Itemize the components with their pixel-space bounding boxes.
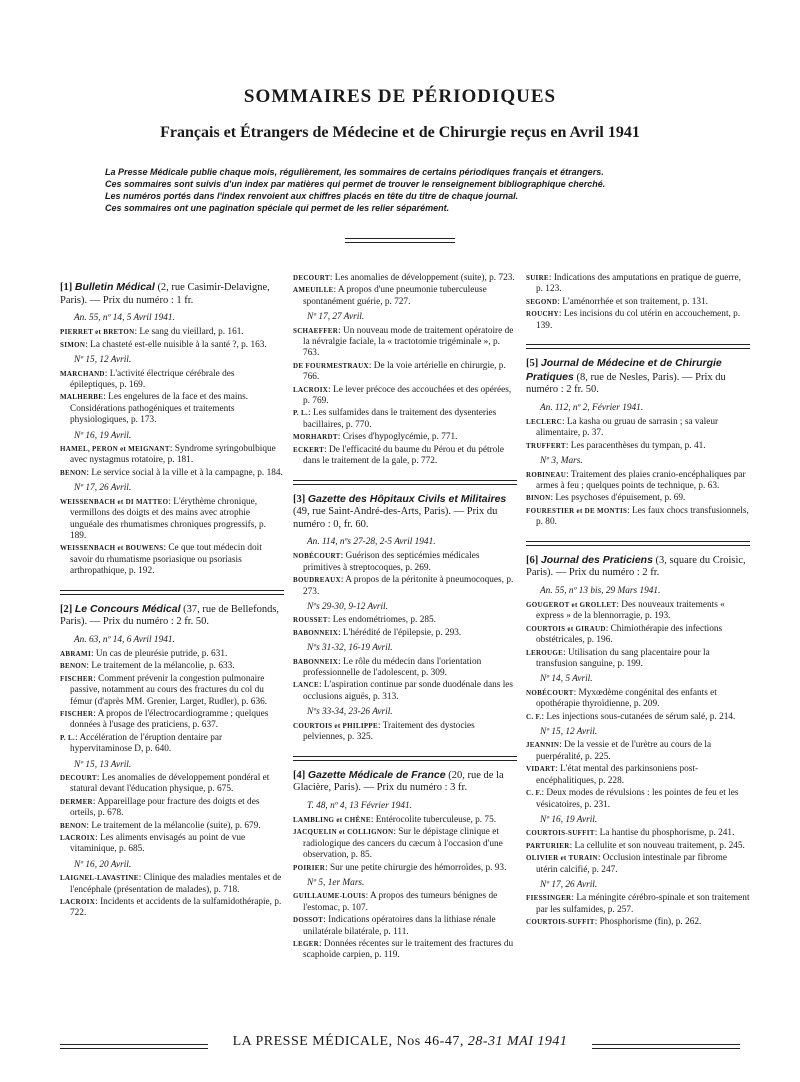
article-entry (60, 821, 284, 832)
article-title: : Indications opératoires dans la lithiase rénale unilatérale bilatérale, p. 111. (303, 915, 496, 937)
article-author: P. L. (293, 409, 309, 418)
journal-number: [5] (526, 358, 539, 370)
article-title: : A propos des tumeurs bénignes de l'estomac, p. 107. (303, 891, 498, 913)
article-entry (60, 468, 284, 479)
article-title: : Données récentes sur le traitement des fractures du scaphoïde carpien, p. 119. (303, 938, 514, 961)
article-author: BABONNEIX (293, 657, 339, 666)
article-entry (526, 841, 750, 852)
article-entry (293, 273, 517, 284)
article-entry (60, 649, 284, 660)
article-author: COURTOIS et GIRAUD (526, 624, 606, 633)
article-entry (60, 392, 284, 426)
article-author: ABRAMI (60, 649, 91, 658)
article-author: C. F. (526, 789, 542, 798)
article-entry (293, 285, 517, 308)
article-author: ECKERT (293, 445, 325, 454)
article-title: : Des nouveaux traitements « express » de la blennorragie, p. 193. (536, 600, 725, 622)
article-title: : L'érythème chronique, vermillons des doigts et des mains avec atrophie unguéale des rhumatismes chroniques progressifs, p. 189. (70, 496, 266, 541)
article-entry (293, 863, 517, 874)
section-divider (293, 756, 517, 761)
journal-heading (526, 357, 750, 397)
article-title: : Utilisation du sang placentaire pour la transfusion sanguine, p. 199. (536, 647, 710, 670)
article-entry (60, 797, 284, 820)
article-author: COURTOIS-SUFFIT (526, 918, 595, 927)
article-entry (60, 497, 284, 543)
article-title: : Guérison des septicémies médicales primitives à streptocoques, p. 269. (303, 551, 480, 573)
article-title: : Deux modes de révulsions : les pointes de feu et les vésicatoires, p. 231. (536, 788, 739, 810)
article-author: LACROIX (293, 385, 329, 394)
article-title: : A propos de la péritonite à pneumocoques, p. 273. (303, 575, 514, 597)
issue-heading: Nºs 29-30, 9-12 Avril. (307, 602, 388, 613)
article-title: : L'activité électrique cérébrale des épileptiques, p. 169. (70, 368, 235, 391)
intro-line: La Presse Médicale publie chaque mois, régulièrement, les sommaires de certains périodiques français et étrangers. (105, 167, 604, 177)
article-entry (60, 674, 284, 708)
section-divider (293, 480, 517, 485)
article-author: COURTOIS-SUFFIT (526, 829, 595, 838)
article-entry (60, 733, 284, 756)
article-entry (526, 506, 750, 529)
article-author: FISCHER (60, 709, 94, 718)
article-entry (526, 688, 750, 711)
article-title: : Le lever précoce des accouchées et des opérées, p. 769. (303, 384, 512, 407)
article-title: : Les endométriomes, p. 285. (327, 615, 436, 626)
article-entry (526, 764, 750, 787)
issue-heading: Nº 3, Mars. (540, 456, 583, 467)
article-author: OLIVIER et TURAIN (526, 854, 598, 863)
journal-details: (20, rue de la Glacière, Paris). — Prix du numéro : 3 fr. (293, 769, 504, 793)
journal-name: Gazette des Hôpitaux Civils et Militaires (307, 492, 507, 505)
article-entry (526, 493, 750, 504)
article-author: LECLERC (526, 417, 562, 426)
article-author: DOSSOT (293, 916, 324, 925)
article-title: : Chimiothérapie des infections obstétricales, p. 196. (536, 623, 723, 646)
article-author: DECOURT (293, 274, 330, 282)
article-author: LEGER (293, 939, 320, 948)
article-title: : Myxœdème congénital des enfants et opothérapie thyroïdienne, p. 209. (536, 687, 717, 710)
article-author: ROBINEAU (526, 470, 567, 479)
issue-heading: An. 55, nº 14, 5 Avril 1941. (74, 313, 175, 323)
article-entry (526, 273, 750, 296)
article-author: SIMON (60, 340, 86, 349)
article-entry (526, 712, 750, 723)
issue-heading: T. 48, nº 4, 13 Février 1941. (307, 800, 412, 811)
issue-heading: Nº 15, 13 Avril. (74, 759, 132, 770)
article-title: : La hantise du phosphorisme, p. 241. (594, 828, 735, 839)
issue-heading: Nºs 33-34, 23-26 Avril. (307, 707, 393, 718)
article-title: : Les anomalies de développement (suite), p. 723. (329, 273, 515, 283)
article-entry (293, 615, 517, 626)
article-title: : Phosphorisme (fin), p. 262. (594, 917, 702, 928)
article-entry (293, 939, 517, 962)
article-title: : L'aménorrhée et son traitement, p. 131. (557, 296, 709, 307)
article-entry (293, 361, 517, 384)
article-author: MORHARDT (293, 433, 338, 442)
article-entry (293, 326, 517, 360)
article-title: : Ce que tout médecin doit savoir du rhumatisme psoriasique ou psoriasis arthropathique, p. 192. (70, 543, 262, 577)
article-title: : Les sulfamides dans le traitement des dysenteries bacillaires, p. 770. (303, 408, 497, 430)
article-entry (526, 740, 750, 763)
article-author: BABONNEIX (293, 628, 339, 637)
issue-heading: Nº 16, 20 Avril. (74, 859, 132, 870)
article-title: : Le rôle du médecin dans l'orientation professionnelle de l'adolescent, p. 309. (303, 656, 482, 679)
article-author: SUIRE (526, 274, 549, 282)
article-author: BENON (60, 468, 87, 477)
article-title: : Les engelures de la face et des mains. Considérations pathogéniques et traitements physiologiques, p. 173. (70, 392, 249, 426)
article-author: LACROIX (60, 834, 96, 843)
footer-numbers: Nos 46-47, (396, 1034, 464, 1049)
article-author: BENON (60, 662, 87, 671)
column-left (60, 273, 284, 921)
header-divider (345, 238, 455, 243)
article-title: : De la vessie et de l'urètre au cours de la puerpéralité, p. 225. (536, 740, 712, 762)
page-subtitle: Français et Étrangers de Médecine et de Chirurgie reçus en Avril 1941 (160, 124, 640, 141)
article-entry (526, 893, 750, 916)
article-entry (293, 827, 517, 861)
article-author: COURTOIS et PHILIPPE (293, 721, 378, 730)
issue-heading: Nº 15, 12 Avril. (74, 355, 132, 366)
intro-line: Ces sommaires sont suivis d'un index par matières qui permet de trouver le renseignement bibliographique cherché. (105, 179, 606, 189)
issue-heading: Nºs 31-32, 16-19 Avril. (307, 643, 393, 654)
article-author: LANCE (293, 681, 320, 690)
article-entry (293, 408, 517, 431)
journal-details: (2, rue Casimir-Delavigne, Paris). — Prix du numéro : 1 fr. (60, 282, 270, 306)
article-author: JEANNIN (526, 741, 560, 750)
article-entry (60, 340, 284, 351)
article-title: : A propos de l'électrocardiogramme ; quelques données à l'usage des praticiens, p. 637. (70, 708, 269, 731)
journal-heading (293, 769, 517, 795)
article-author: GUILLAUME-LOUIS (293, 892, 366, 901)
article-title: : Occlusion intestinale par fibrome utérin calcifié, p. 247. (536, 853, 727, 875)
journal-details: (37, rue de Bellefonds, Paris). — Prix du numéro : 2 fr. 50. (60, 603, 280, 628)
article-title: : La méningite cérébro-spinale et son traitement par les sulfamides, p. 257. (536, 893, 750, 915)
article-title: : L'aspiration continue par sonde duodénale dans les occlusions aiguës, p. 313. (303, 680, 514, 702)
article-author: C. F. (526, 712, 542, 721)
article-entry (526, 624, 750, 647)
journal-heading (293, 493, 517, 532)
footer-date: 28-31 MAI 1941 (467, 1034, 568, 1049)
article-author: FIESSINGER (526, 894, 572, 903)
article-entry (526, 648, 750, 671)
article-author: SCHAEFFER (293, 326, 339, 335)
article-title: : Le traitement de la mélancolie, p. 633. (86, 661, 235, 672)
article-title: : Un cas de pleurésie putride, p. 631. (90, 648, 228, 659)
article-title: : L'état mental des parkinsoniens post-encéphalitiques, p. 228. (536, 764, 699, 786)
article-author: AMEUILLE (293, 286, 334, 295)
article-title: : Un nouveau mode de traitement opératoire de la névralgie faciale, la « tractotomie trigéminale », p. 763. (303, 325, 514, 359)
intro-paragraph (105, 166, 705, 214)
article-author: ROUSSET (293, 616, 328, 625)
article-title: : L'hérédité de l'épilepsie, p. 293. (338, 627, 462, 638)
journal-name: Gazette Médicale de France (307, 768, 446, 781)
issue-heading: Nº 16, 19 Avril. (74, 430, 132, 441)
article-author: NOBÉCOURT (526, 688, 574, 697)
article-entry (526, 788, 750, 811)
article-title: : A propos d'une pneumonie tuberculeuse spontanément guérie, p. 727. (303, 285, 487, 307)
article-entry (60, 833, 284, 856)
page-title: SOMMAIRES DE PÉRIODIQUES (243, 86, 557, 107)
article-author: LEROUGE (526, 648, 564, 657)
article-entry (60, 444, 284, 467)
article-title: : Les paracenthèses du tympan, p. 41. (565, 440, 706, 451)
article-entry (60, 897, 284, 920)
article-author: JACQUELIN et COLLIGNON (293, 828, 394, 837)
article-title: : Traitement des dystocies pelviennes, p. 325. (303, 720, 475, 743)
issue-heading: Nº 14, 5 Avril. (540, 674, 593, 685)
article-entry (526, 853, 750, 876)
article-entry (526, 297, 750, 308)
article-author: LAIGNEL-LAVASTINE (60, 874, 139, 883)
article-entry (293, 815, 517, 826)
article-author: WEISSENBACH et DI MATTEO (60, 497, 169, 506)
issue-heading: An. 114, nºs 27-28, 2-5 Avril 1941. (307, 537, 436, 547)
article-entry (60, 661, 284, 672)
article-title: : La kasha ou gruau de sarrasin ; sa valeur alimentaire, p. 37. (536, 416, 719, 439)
article-entry (526, 417, 750, 440)
journal-number: [4] (293, 769, 306, 781)
article-title: : La cellulite et son nouveau traitement, p. 245. (569, 840, 745, 851)
article-title: : Le traitement de la mélancolie (suite), p. 679. (86, 820, 261, 831)
article-title: : Le sang du vieillard, p. 161. (134, 327, 244, 338)
article-entry (60, 327, 284, 338)
article-title: : Syndrome syringobulbique avec nystagmus rotatoire, p. 181. (70, 444, 276, 466)
article-author: P. L. (60, 733, 76, 742)
article-author: PIERRET et BRETON (60, 328, 135, 337)
footer-journal: LA PRESSE MÉDICALE, (232, 1034, 393, 1049)
article-title: : Accélération de l'éruption dentaire par hypervitaminose D, p. 640. (70, 732, 223, 755)
article-title: : Comment prévenir la congestion pulmonaire passive, notamment au cours des fractures du col du fémur (d'après MM. Grenier, Larget, Rudler), p. 636. (70, 673, 268, 707)
intro-line: Ces sommaires ont une pagination spéciale qui permet de les relier séparément. (105, 203, 450, 213)
article-title: : Appareillage pour fracture des doigts et des orteils, p. 678. (70, 796, 260, 819)
section-divider (60, 590, 284, 595)
article-title: : Les aliments envisagés au point de vue vitaminique, p. 685. (70, 833, 246, 855)
journal-heading (526, 554, 750, 580)
issue-heading: Nº 17, 26 Avril. (540, 879, 598, 890)
article-entry (526, 917, 750, 928)
article-title: : Sur une petite chirurgie des hémorroïdes, p. 93. (325, 862, 507, 873)
article-author: TRUFFERT (526, 441, 566, 450)
journal-number: [1] (60, 282, 73, 293)
article-title: : Les anomalies de développement pondéral et statural devant l'éducation physique, p. 675. (70, 773, 270, 795)
article-title: : De l'efficacité du baume du Pérou et du pétrole dans le traitement de la gale, p. 772. (303, 444, 505, 467)
journal-number: [3] (293, 493, 306, 505)
issue-heading: Nº 17, 26 Avril. (74, 483, 132, 494)
column-right (526, 273, 750, 930)
article-author: ROUCHY (526, 310, 559, 319)
article-author: BINON (526, 494, 551, 503)
section-divider (526, 344, 750, 349)
article-entry (526, 600, 750, 623)
article-entry (526, 309, 750, 332)
article-entry (60, 709, 284, 732)
article-entry (293, 680, 517, 703)
journal-name: Journal des Praticiens (540, 553, 653, 566)
article-entry (293, 628, 517, 639)
article-author: POIRIER (293, 863, 326, 872)
issue-heading: Nº 5, 1er Mars. (307, 877, 365, 888)
article-author: BOUDREAUX (293, 576, 341, 585)
issue-heading: Nº 17, 27 Avril. (307, 312, 365, 323)
article-entry (293, 915, 517, 938)
journal-details: (8, rue de Nesles, Paris). — Prix du numéro : 2 fr. 50. (526, 371, 726, 396)
intro-line: Les numéros portés dans l'index renvoient aux chiffres placés en tête du titre de chaque journal. (105, 191, 519, 201)
article-entry (293, 445, 517, 468)
section-divider (526, 541, 750, 546)
article-entry (60, 873, 284, 896)
article-author: HAMEL, PERON et MEIGNANT (60, 445, 170, 454)
page-footer (0, 1034, 800, 1050)
article-author: DERMER (60, 797, 93, 806)
article-title: : Les psychoses d'épuisement, p. 69. (550, 493, 686, 504)
article-entry (60, 773, 284, 796)
article-author: WEISSENBACH et BOUWENS (60, 544, 164, 553)
article-title: : Le service social à la ville et à la campagne, p. 184. (86, 467, 283, 478)
article-author: BENON (60, 821, 87, 830)
article-title: : Crises d'hypoglycémie, p. 771. (337, 432, 458, 443)
article-title: : De la voie artérielle en chirurgie, p. 766. (303, 360, 506, 383)
article-title: : Les faux chocs transfusionnels, p. 80. (536, 505, 749, 528)
issue-heading: An. 112, nº 2, Février 1941. (540, 402, 644, 413)
issue-heading: An. 63, nº 14, 6 Avril 1941. (74, 634, 175, 645)
article-entry (293, 891, 517, 914)
article-entry (60, 369, 284, 392)
article-entry (293, 385, 517, 408)
article-title: : Incidents et accidents de la sulfamidothérapie, p. 722. (70, 897, 282, 919)
article-author: PARTURIER (526, 841, 570, 850)
article-author: MALHERBE (60, 393, 104, 402)
article-entry (526, 470, 750, 493)
article-title: : Les incisions du col utérin en accouchement, p. 139. (536, 309, 741, 331)
article-author: DECOURT (60, 774, 97, 782)
article-entry (293, 432, 517, 443)
article-author: GOUGEROT et GROLLET (526, 601, 617, 609)
article-entry (60, 543, 284, 577)
article-title: : Clinique des maladies mentales et de l'encéphale (présentation de malades), p. 718. (70, 873, 282, 895)
article-title: : Sur le dépistage clinique et radiologique des cancers du cæcum à l'occasion d'une observation, p. 85. (303, 827, 503, 861)
article-title: : Les injections sous-cutanées de sérum salé, p. 214. (541, 711, 736, 722)
journal-details: (3, square du Croisic, Paris). — Prix du numéro : 2 fr. (526, 554, 746, 579)
article-entry (293, 575, 517, 598)
column-middle (293, 273, 517, 963)
article-entry (293, 657, 517, 680)
issue-heading: An. 55, nº 13 bis, 29 Mars 1941. (540, 585, 661, 596)
article-author: DE FOURMESTRAUX (293, 361, 369, 370)
article-author: LACROIX (60, 898, 96, 907)
journal-heading (60, 603, 284, 629)
article-title: : Traitement des plaies cranio-encéphaliques par armes à feu ; quelques points de technique, p. 63. (536, 469, 746, 491)
article-author: VIDART (526, 765, 556, 774)
article-author: SEGOND (526, 297, 558, 306)
article-author: NOBÉCOURT (293, 552, 341, 561)
issue-heading: Nº 15, 12 Avril. (540, 727, 598, 738)
article-title: : Indications des amputations en pratique de guerre, p. 123. (536, 273, 741, 295)
article-entry (526, 441, 750, 452)
article-author: FISCHER (60, 674, 94, 683)
article-entry (293, 551, 517, 574)
article-author: LAMBLING et CHÊNE (293, 815, 371, 824)
journal-name: Journal de Médecine et de Chirurgie Pratiques (526, 357, 722, 383)
issue-heading: Nº 16, 19 Avril. (540, 814, 598, 825)
article-author: FOURESTIER et DE MONTIS (526, 506, 628, 515)
article-entry (293, 721, 517, 744)
journal-number: [2] (60, 603, 73, 615)
article-entry (526, 828, 750, 839)
journal-name: Le Concours Médical (74, 602, 181, 615)
journal-heading (60, 281, 284, 307)
article-title: : La chasteté est-elle nuisible à la santé ?, p. 163. (85, 339, 267, 350)
article-title: : Entérocolite tuberculeuse, p. 75. (370, 814, 497, 825)
article-author: MARCHAND (60, 369, 105, 378)
journal-name: Bulletin Médical (74, 281, 155, 293)
journal-details: (49, rue Saint-André-des-Arts, Paris). — Prix du numéro : 0, fr. 60. (293, 506, 498, 530)
journal-number: [6] (526, 554, 539, 566)
